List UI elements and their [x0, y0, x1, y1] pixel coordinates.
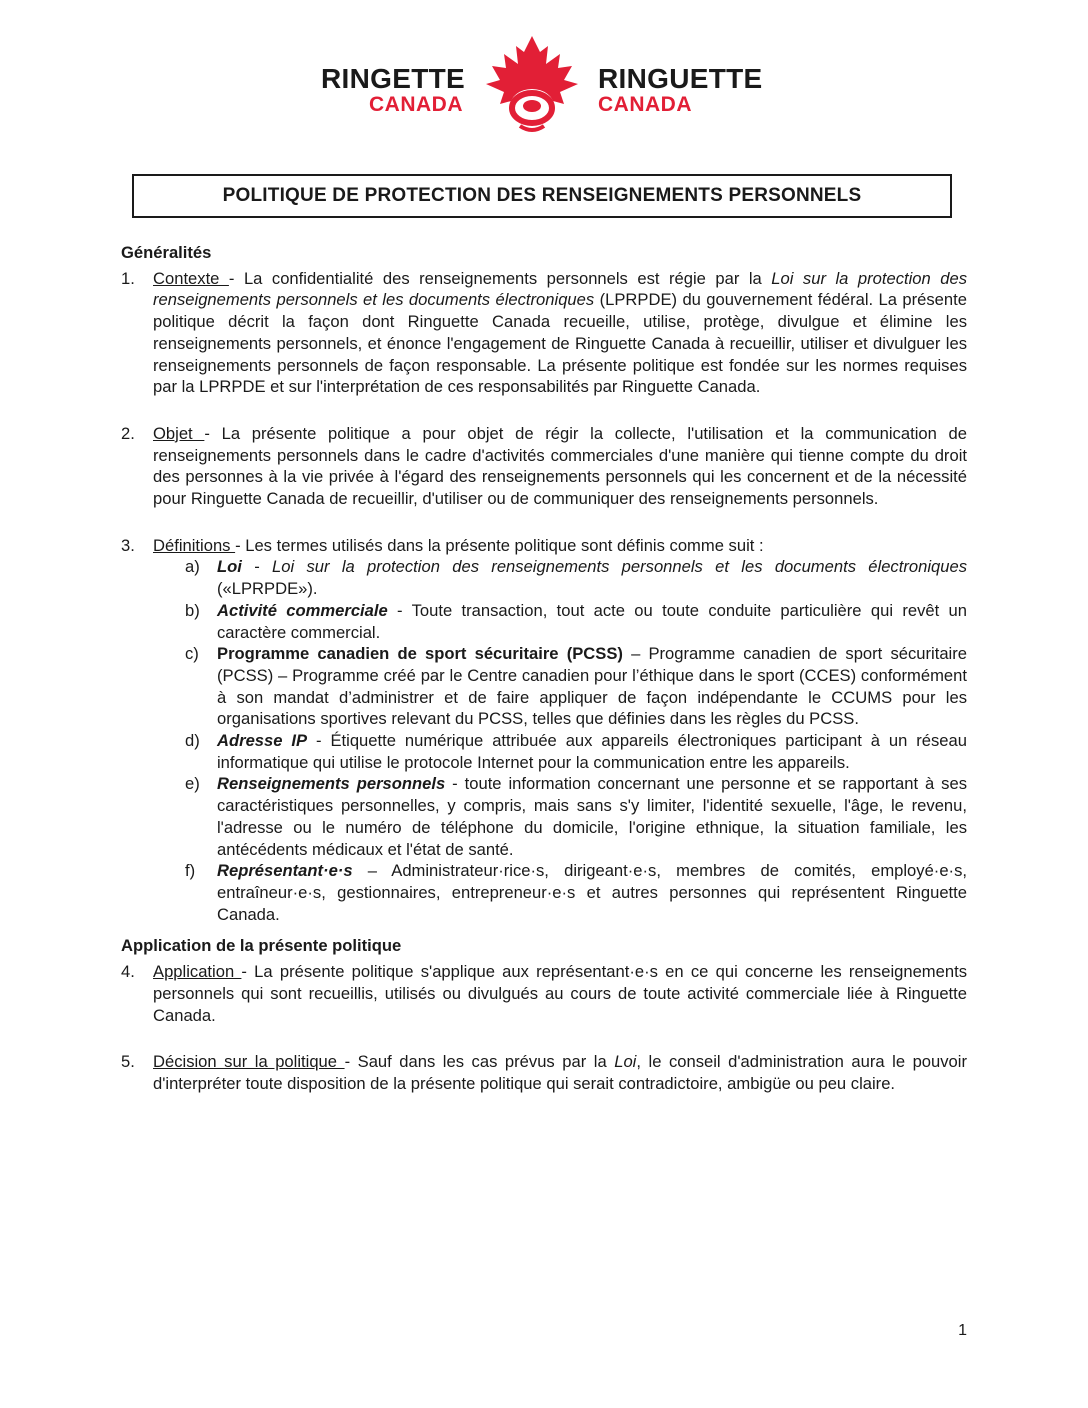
clause-term: Objet [153, 423, 205, 443]
definition-d [153, 730, 967, 773]
definition-law: Loi sur la protection des renseignements personnels et les documents électroniques [272, 557, 967, 577]
definition-text: - [241, 557, 273, 577]
law-short: Loi [614, 1052, 637, 1072]
definition-c [153, 643, 967, 730]
definition-text: - Toute transaction, tout acte ou toute conduite particulière qui revêt un caractère commercial. [217, 600, 967, 642]
definition-term: Loi [217, 557, 242, 577]
definition-a [153, 556, 967, 599]
clause-term: Définitions [153, 535, 236, 555]
definition-term: Adresse IP [217, 731, 308, 751]
definition-term: Représentant·e·s [217, 861, 353, 881]
document-title: POLITIQUE DE PROTECTION DES RENSEIGNEMENTS PERSONNELS [222, 185, 862, 206]
clause-text: - La présente politique s'applique aux représentant·e·s en ce qui concerne les renseignements personnels qui sont recueillis, utilisés ou divulgués au cours de toute activité commerciale liée à Ringuette Canada. [153, 962, 967, 1025]
logo-french [598, 64, 788, 116]
clause-text: , le conseil d'administration aura le pouvoir d'interpréter toute disposition de la présente politique qui serait contradictoire, ambigüe ou peu claire. [153, 1052, 968, 1093]
definition-f [153, 860, 967, 925]
clause-5 [121, 1051, 967, 1094]
definition-letter: b) [185, 600, 200, 620]
definition-e [153, 773, 967, 860]
definition-letter: c) [185, 644, 199, 664]
definition-text: – Programme canadien de sport sécuritaire (PCSS) – Programme créé par le Centre canadien pour l’éthique dans le sport (CCES) conformément à son mandat d’administrer et de faire appliquer de façon indépendante le CCUMS pour les organisations sportives relevant du PCSS, telles que définies dans les règles du PCSS. [217, 644, 967, 729]
definition-text: («LPRPDE»). [217, 579, 318, 599]
section-heading-general: Généralités [121, 243, 212, 262]
clause-3 [121, 535, 967, 557]
clause-1 [121, 268, 967, 398]
definition-term: Activité commerciale [217, 600, 388, 620]
clause-text: - Sauf dans les cas prévus par la [344, 1052, 615, 1072]
logo-right-top: RINGUETTE [598, 63, 763, 94]
clause-text: - La confidentialité des renseignements personnels est régie par la [228, 268, 772, 288]
clause-2 [121, 423, 967, 510]
clause-number: 3. [121, 535, 135, 555]
ringette-canada-logo [0, 34, 1088, 134]
definition-letter: e) [185, 774, 200, 794]
section-heading-application: Application de la présente politique [121, 936, 402, 956]
page-number: 1 [958, 1322, 967, 1339]
definition-letter: f) [185, 861, 196, 881]
definition-text: – Administrateur·rice·s, dirigeant·e·s, membres de comités, employé·e·s, entraîneur·e·s, gestionnaires, entrepreneur·e·s et autres personnes qui représentent Ringuette Canada. [217, 861, 967, 924]
logo-left-top: RINGETTE [321, 63, 465, 94]
clause-term: Application [153, 962, 242, 982]
definition-term: Programme canadien de sport sécuritaire (PCSS) [217, 644, 623, 664]
logo-english [305, 64, 465, 116]
document-title-box [132, 174, 952, 218]
definition-letter: d) [185, 731, 200, 751]
clause-term: Contexte [153, 268, 229, 288]
clause-text: (LPRPDE) du gouvernement fédéral. La présente politique décrit la façon dont Ringuette Canada recueille, utilise, protège, divulgue et élimine les renseignements personnels, et énonce l'engagement de Ringuette Canada à recueillir, utiliser et divulguer les renseignements personnels de façon responsable. La présente politique est fondée sur les normes requises par la LPRPDE et sur l'interprétation de ces responsabilités par Ringuette Canada. [153, 290, 967, 397]
clause-number: 2. [121, 423, 135, 443]
definition-letter: a) [185, 557, 200, 577]
definition-term: Renseignements personnels [217, 774, 446, 794]
document-body [121, 242, 967, 1095]
clause-term: Décision sur la politique [153, 1052, 345, 1072]
definition-text: - toute information concernant une personne et se rapportant à ses caractéristiques personnelles, y compris, mais sans s'y limiter, l'identité sexuelle, l'âge, le revenu, l'adresse ou le numéro de téléphone du domicile, l'origine ethnique, la situation familiale, les antécédents médicaux et l'état de santé. [217, 774, 967, 859]
clause-4 [121, 961, 967, 1026]
clause-number: 4. [121, 962, 135, 982]
clause-number: 5. [121, 1052, 135, 1072]
definition-text: - Étiquette numérique attribuée aux appareils électroniques participant à un réseau informatique qui utilise le protocole Internet pour la communication entre les appareils. [217, 731, 967, 772]
logo-right-bottom: CANADA [598, 93, 692, 116]
clause-text: - Les termes utilisés dans la présente politique sont définis comme suit : [235, 535, 764, 555]
maple-leaf-ring-icon [480, 34, 584, 134]
clause-text: - La présente politique a pour objet de régir la collecte, l'utilisation et la communication de renseignements personnels dans le cadre d'activités commerciales d'une manière qui tienne compte du droit des personnes à la vie privée à l'égard des renseignements personnels qui les concernent et de la nécessité pour Ringuette Canada de recueillir, d'utiliser ou de communiquer des renseignements personnels. [153, 423, 967, 509]
logo-left-bottom: CANADA [369, 93, 463, 116]
law-name: Loi sur la protection des renseignements personnels et les documents électroniques [153, 268, 968, 310]
definitions-list [121, 556, 967, 925]
clause-number: 1. [121, 268, 135, 288]
definition-b [153, 600, 967, 643]
